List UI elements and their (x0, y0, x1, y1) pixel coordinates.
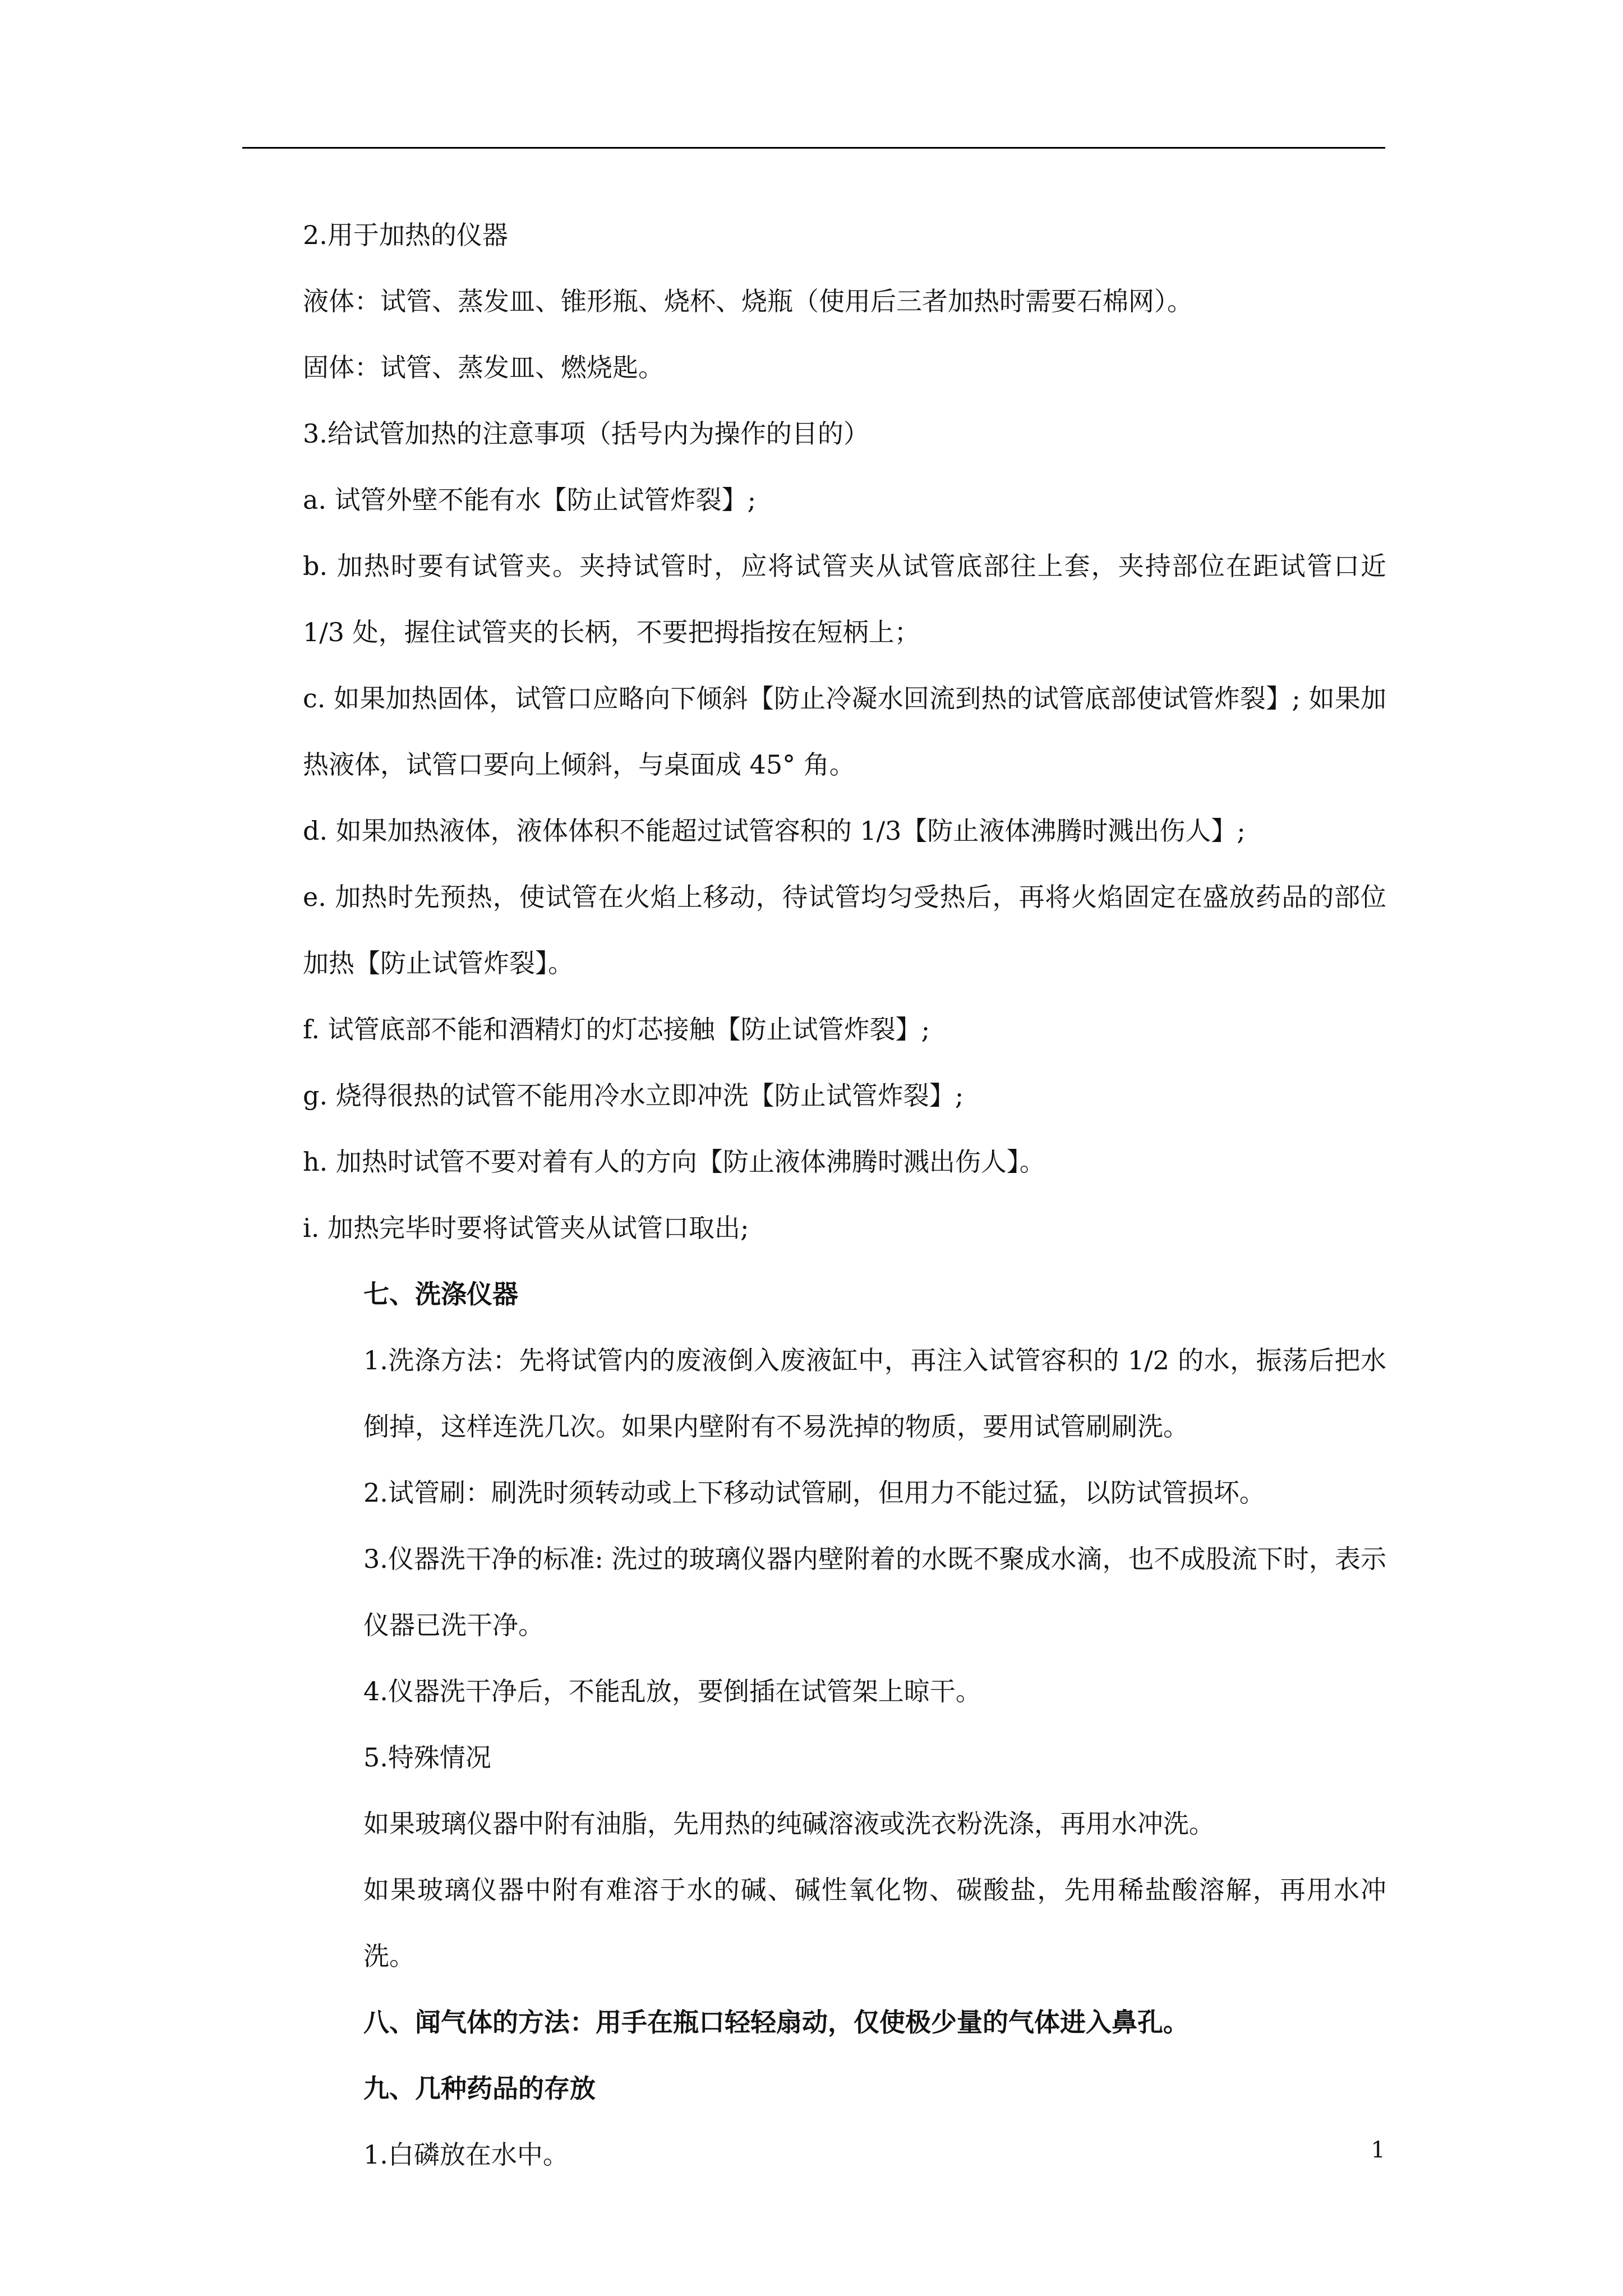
text-solid-instruments: 固体：试管、蒸发皿、燃烧匙。 (303, 352, 664, 383)
washing-brush: 2.试管刷：刷洗时须转动或上下移动试管刷，但用力不能过猛，以防试管损坏。 (363, 1478, 1265, 1508)
precaution-e: e. 加热时先预热，使试管在火焰上移动，待试管均匀受热后，再将火焰固定在盛放药品的部位加热【防止试管炸裂】。 (303, 882, 1386, 978)
special-case-insoluble: 如果玻璃仪器中附有难溶于水的碱、碱性氧化物、碳酸盐，先用稀盐酸溶解，再用水冲洗。 (363, 1875, 1386, 1971)
storage-white-phosphorus: 1.白磷放在水中。 (363, 2139, 569, 2170)
special-case-grease: 如果玻璃仪器中附有油脂，先用热的纯碱溶液或洗衣粉洗涤，再用水冲洗。 (363, 1809, 1215, 1839)
precaution-a: a. 试管外壁不能有水【防止试管炸裂】; (303, 485, 757, 515)
precaution-g: g. 烧得很热的试管不能用冷水立即冲洗【防止试管炸裂】; (303, 1080, 964, 1111)
heading-heating-instruments: 2.用于加热的仪器 (303, 220, 508, 250)
header-rule (242, 147, 1385, 149)
washing-method: 1.洗涤方法：先将试管内的废液倒入废液缸中，再注入试管容积的 1/2 的水，振荡后把水倒掉，这样连洗几次。如果内壁附有不易洗掉的物质，要用试管刷刷洗。 (363, 1345, 1386, 1442)
precaution-d: d. 如果加热液体，液体体积不能超过试管容积的 1/3【防止液体沸腾时溅出伤人】; (303, 816, 1246, 846)
heading-heating-precautions: 3.给试管加热的注意事项（括号内为操作的目的） (303, 418, 869, 449)
washing-after: 4.仪器洗干净后，不能乱放，要倒插在试管架上晾干。 (363, 1676, 981, 1706)
page-number: 1 (1371, 2137, 1385, 2163)
text-liquid-instruments: 液体：试管、蒸发皿、锥形瓶、烧杯、烧瓶（使用后三者加热时需要石棉网）。 (303, 286, 1193, 316)
special-cases-heading: 5.特殊情况 (363, 1742, 491, 1773)
precaution-c: c. 如果加热固体，试管口应略向下倾斜【防止冷凝水回流到热的试管底部使试管炸裂】; 如果加热液体，试管口要向上倾斜，与桌面成 45° 角。 (303, 683, 1386, 780)
precaution-i: i. 加热完毕时要将试管夹从试管口取出; (303, 1213, 749, 1243)
section-heading-smelling-gas: 八、闻气体的方法：用手在瓶口轻轻扇动，仅使极少量的气体进入鼻孔。 (363, 2007, 1189, 2037)
washing-standard: 3.仪器洗干净的标准: 洗过的玻璃仪器内壁附着的水既不聚成水滴，也不成股流下时，表示仪器已洗干净。 (363, 1544, 1386, 1640)
section-heading-washing: 七、洗涤仪器 (363, 1279, 518, 1309)
section-heading-storage: 九、几种药品的存放 (363, 2073, 596, 2104)
precaution-h: h. 加热时试管不要对着有人的方向【防止液体沸腾时溅出伤人】。 (303, 1147, 1045, 1177)
precaution-f: f. 试管底部不能和酒精灯的灯芯接触【防止试管炸裂】; (303, 1014, 930, 1045)
document-body (242, 202, 1386, 2188)
precaution-b: b. 加热时要有试管夹。夹持试管时，应将试管夹从试管底部往上套，夹持部位在距试管口近 1/3 处，握住试管夹的长柄，不要把拇指按在短柄上； (303, 551, 1386, 647)
